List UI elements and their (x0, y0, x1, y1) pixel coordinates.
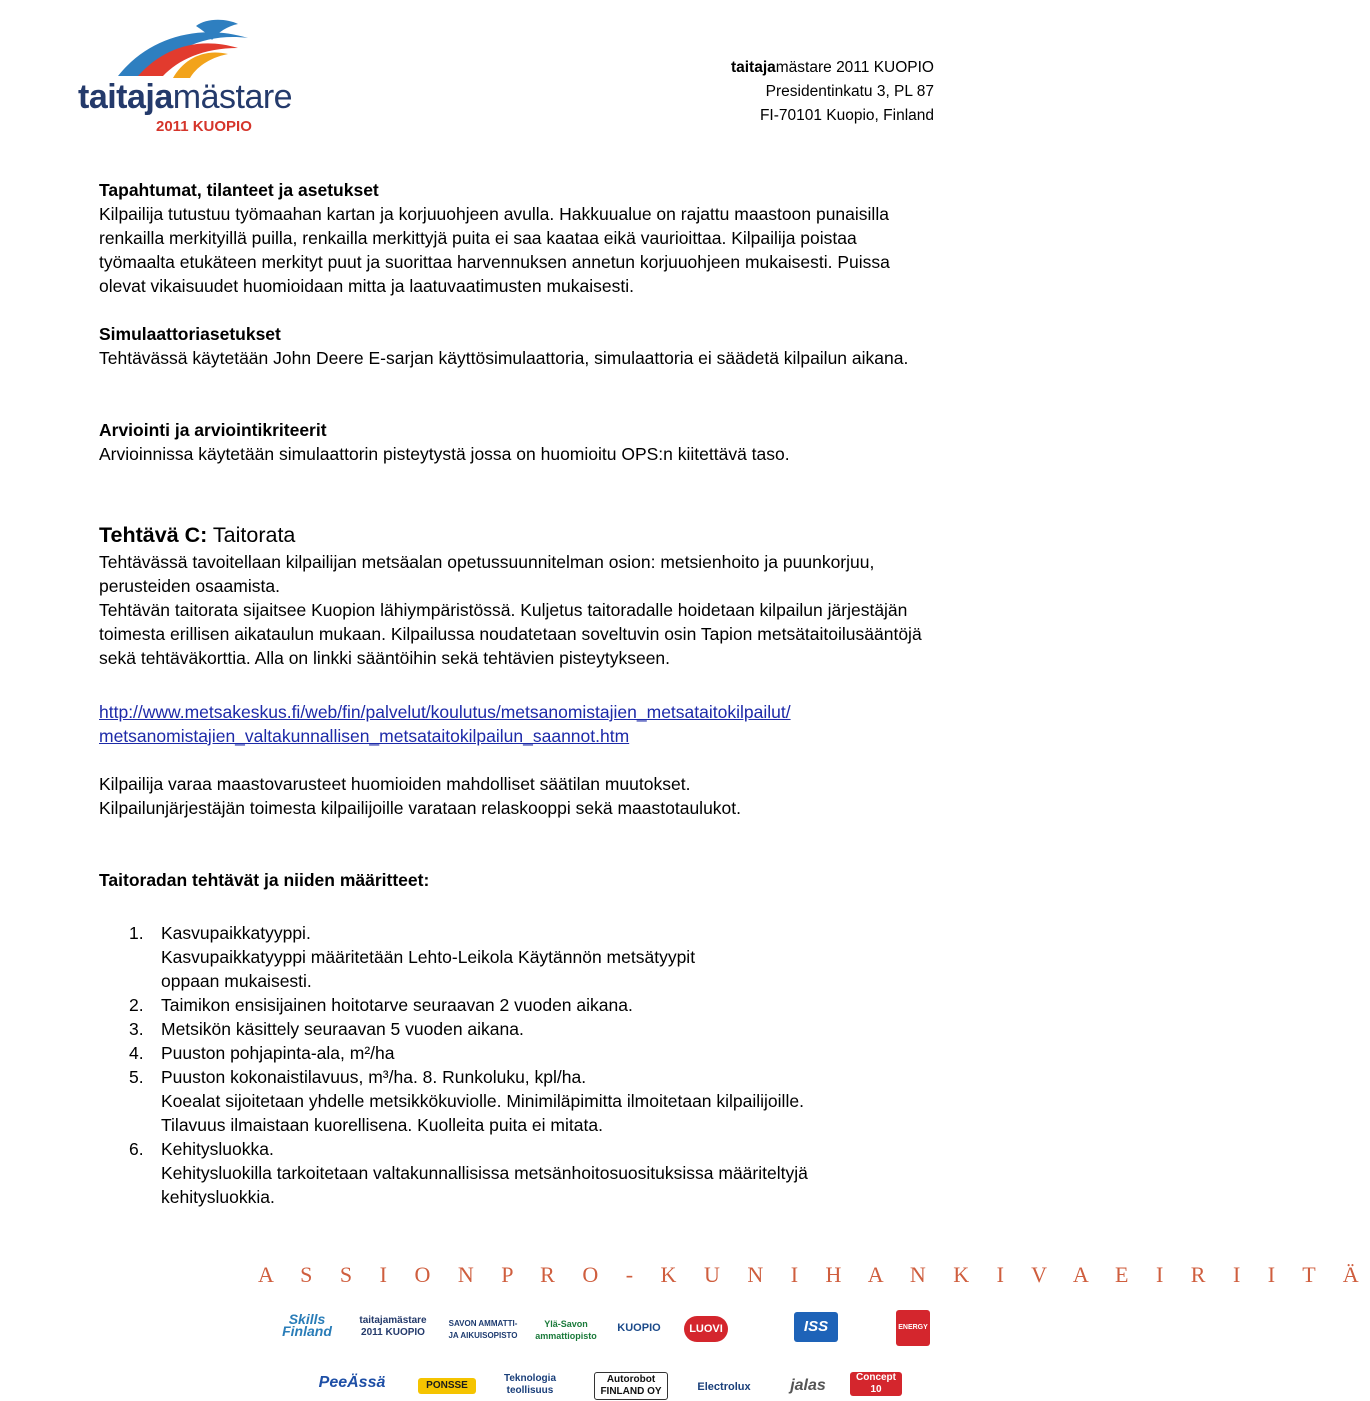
list-item-line: Kehitysluokilla tarkoitetaan valtakunnallisissa metsänhoitosuosituksissa määriteltyjä (161, 1163, 808, 1183)
list-item (99, 1065, 929, 1137)
sponsor-logo: LUOVI (684, 1316, 728, 1342)
section-text-simulator: Tehtävässä käytetään John Deere E-sarjan käyttösimulaattoria, simulaattoria ei säädetä kilpailun aikana. (99, 348, 909, 368)
sponsor-logo: PONSSE (418, 1378, 476, 1394)
list-item-line: Kasvupaikkatyyppi. (161, 923, 311, 943)
course-task-list (99, 921, 929, 1209)
sponsor-logo: Skills Finland (282, 1311, 332, 1339)
list-item-line: Metsikön käsittely seuraavan 5 vuoden aikana. (161, 1019, 524, 1039)
sponsor-logo: Autorobot FINLAND OY (594, 1372, 668, 1400)
list-item-line: Puuston kokonaistilavuus, m³/ha. 8. Runkoluku, kpl/ha. (161, 1067, 587, 1087)
section-heading-events: Tapahtumat, tilanteet ja asetukset (99, 180, 379, 200)
list-item-line: kehitysluokkia. (161, 1187, 275, 1207)
list-item (99, 1137, 929, 1209)
rules-link-line-2[interactable]: metsanomistajien_valtakunnallisen_metsataitokilpailun_saannot.htm (99, 726, 630, 746)
sponsor-logo: taitajamästare 2011 KUOPIO (359, 1315, 427, 1338)
list-item-line: Koealat sijoitetaan yhdelle metsikkökuviolle. Minimiläpimitta ilmoitetaan kilpailijoille. (161, 1091, 804, 1111)
list-item-line: Kehitysluokka. (161, 1139, 274, 1159)
address-line-1: taitajamästare 2011 KUOPIO (730, 59, 934, 76)
logo-wordmark: taitajamästare (78, 78, 293, 116)
sponsor-logo: ENERGY (896, 1310, 930, 1346)
sponsor-logo: Electrolux (697, 1381, 751, 1393)
section-heading-simulator: Simulaattoriasetukset (99, 324, 281, 344)
section-heading-evaluation: Arviointi ja arviointikriteerit (99, 420, 327, 440)
section-text-evaluation: Arvioinnissa käytetään simulaattorin pisteytystä jossa on huomioitu OPS:n kiitettävä taso. (99, 444, 790, 464)
sponsor-logo: PeeÄssä (318, 1374, 386, 1391)
sponsor-logo: Concept 10 (850, 1372, 902, 1396)
section-text-events: Kilpailija tutustuu työmaahan kartan ja korjuuohjeen avulla. Hakkuualue on rajattu maastoon punaisilla renkailla merkityillä puilla, renkailla merkittyjä puita ei saa kaataa eikä vaurioittaa. Kilpailija poistaa työmaalta etukäteen merkityt puut ja suorittaa harvennuksen annetun korjuuohjeen mukaisesti. Puissa olevat vikaisuudet huomioidaan mitta ja laatuvaatimusten mukaisesti. (99, 204, 890, 296)
sponsor-logo: Ylä-Savon ammattiopisto (535, 1319, 597, 1341)
list-item-line: Taimikon ensisijainen hoitotarve seuraavan 2 vuoden aikana. (161, 995, 633, 1015)
list-item-number: 1. (129, 923, 144, 943)
header-address (731, 56, 934, 128)
logo-subtitle: 2011 KUOPIO (156, 118, 252, 135)
list-item-number: 3. (129, 1019, 144, 1039)
list-item-line: Tilavuus ilmaistaan kuorellisena. Kuolleita puita ei mitata. (161, 1115, 603, 1135)
sponsor-logo: SAVON AMMATTI- JA AIKUISOPISTO (448, 1319, 518, 1340)
address-line-2: Presidentinkatu 3, PL 87 (765, 83, 934, 100)
taitajamastare-logo (78, 18, 293, 135)
sponsor-logo: Teknologia teollisuus (503, 1373, 557, 1396)
footer-slogan: A S S I O N P R O - K U N I H A N K I V A E I R I I T Ä (258, 1262, 1370, 1287)
list-item-line: oppaan mukaisesti. (161, 971, 312, 991)
sponsor-logo: jalas (790, 1377, 826, 1394)
list-item-number: 6. (129, 1139, 144, 1159)
rules-link-line-1[interactable]: http://www.metsakeskus.fi/web/fin/palvelut/koulutus/metsanomistajien_metsataitokilpailut/ (99, 702, 791, 722)
list-item (99, 921, 929, 993)
address-line-3: FI-70101 Kuopio, Finland (759, 107, 934, 124)
document-body (99, 178, 929, 1209)
task-c-paragraph-1: Tehtävässä tavoitellaan kilpailijan metsäalan opetussuunnitelman osion: metsienhoito ja puunkorjuu, perusteiden osaamista. (99, 552, 875, 596)
section-heading-course-tasks: Taitoradan tehtävät ja niiden määritteet: (99, 870, 430, 890)
list-item (99, 993, 929, 1017)
rules-link[interactable] (99, 700, 929, 748)
list-item-number: 4. (129, 1043, 144, 1063)
list-item-line: Puuston pohjapinta-ala, m²/ha (161, 1043, 395, 1063)
sponsor-logo: ISS (794, 1312, 838, 1342)
sponsor-logo: KUOPIO (617, 1322, 661, 1334)
list-item-line: Kasvupaikkatyyppi määritetään Lehto-Leikola Käytännön metsätyypit (161, 947, 696, 967)
list-item (99, 1041, 929, 1065)
task-c-paragraph-3: Kilpailija varaa maastovarusteet huomioiden mahdolliset säätilan muutokset. (99, 774, 691, 794)
task-c-paragraph-2: Tehtävän taitorata sijaitsee Kuopion lähiympäristössä. Kuljetus taitoradalle hoidetaan kilpailun järjestäjän toimesta erillisen aikataulun mukaan. Kilpailussa noudatetaan soveltuvin osin Tapion metsätaitoilusääntöjä sekä tehtäväkorttia. Alla on linkki sääntöihin sekä tehtävien pisteytykseen. (99, 600, 922, 668)
task-c-paragraph-4: Kilpailunjärjestäjän toimesta kilpailijoille varataan relaskooppi sekä maastotaulukot. (99, 798, 742, 818)
section-heading-task-c: Tehtävä C: Taitorata (99, 523, 296, 547)
list-item-number: 2. (129, 995, 144, 1015)
list-item (99, 1017, 929, 1041)
list-item-number: 5. (129, 1067, 144, 1087)
